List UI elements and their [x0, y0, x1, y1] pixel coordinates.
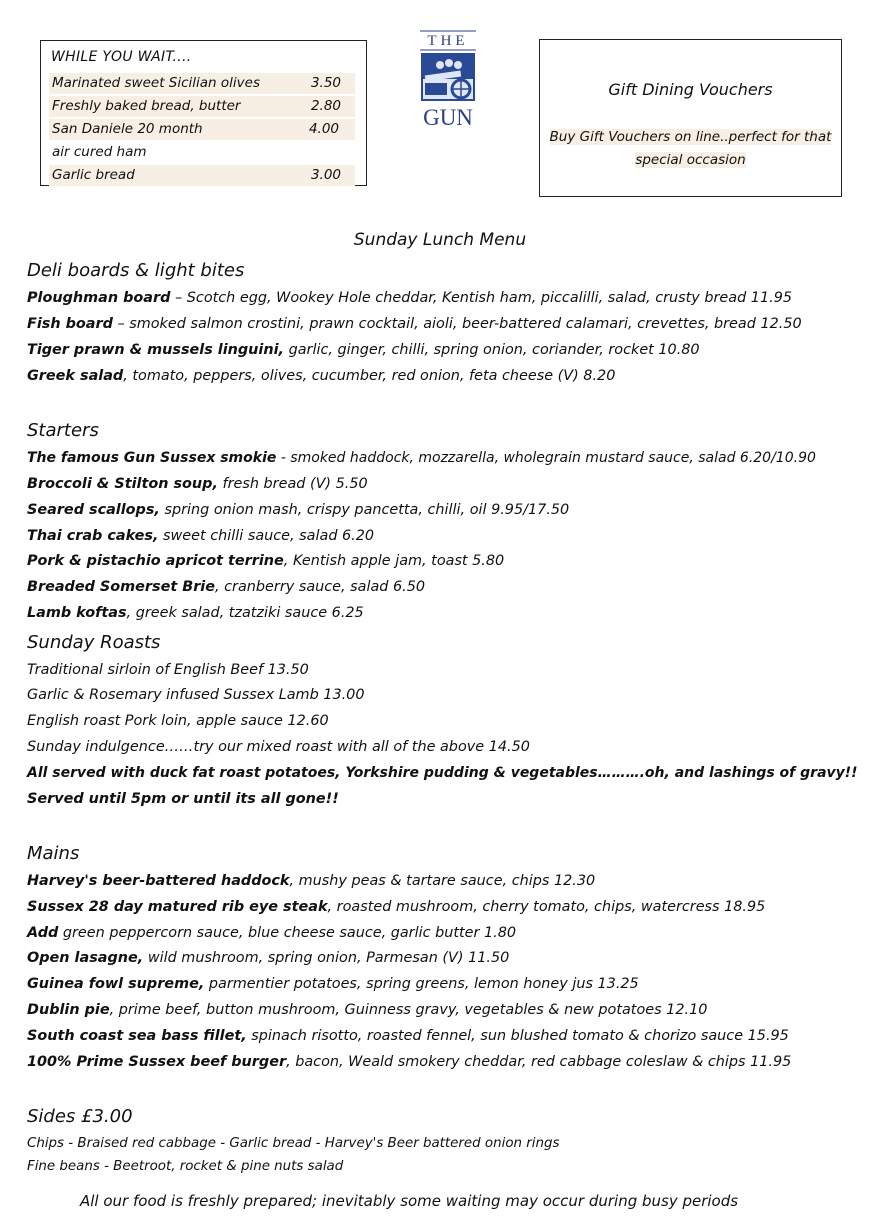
- roasts-heading: Sunday Roasts: [27, 632, 161, 653]
- item-name: Harvey's beer-battered haddock: [27, 873, 290, 889]
- wait-item-price: 3.00: [310, 167, 341, 183]
- item-desc: , Kentish apple jam, toast 5.80: [283, 553, 505, 569]
- wait-item: [49, 73, 355, 94]
- item-name: Pork & pistachio apricot terrine: [27, 553, 284, 569]
- logo-bottom-text: GUN: [423, 105, 473, 127]
- menu-item: [27, 950, 509, 966]
- item-name: Lamb koftas: [27, 605, 127, 621]
- roast-note: All served with duck fat roast potatoes, Yorkshire pudding & vegetables……….oh, and lashings of gravy!!: [27, 765, 858, 781]
- roast-item: Garlic & Rosemary infused Sussex Lamb 13.00: [27, 687, 365, 703]
- footer-note: All our food is freshly prepared; inevitably some waiting may occur during busy periods: [80, 1192, 739, 1210]
- roast-item: English roast Pork loin, apple sauce 12.60: [27, 713, 329, 729]
- while-you-wait-box: [40, 40, 367, 186]
- item-desc: parmentier potatoes, spring greens, lemon honey jus 13.25: [204, 976, 639, 992]
- menu-item: [27, 476, 368, 492]
- item-name: Broccoli & Stilton soup,: [27, 476, 218, 492]
- menu-item: [27, 605, 364, 621]
- item-desc: spring onion mash, crispy pancetta, chilli, oil 9.95/17.50: [159, 502, 570, 518]
- item-desc: – Scotch egg, Wookey Hole cheddar, Kentish ham, piccalilli, salad, crusty bread 11.95: [170, 290, 793, 306]
- wait-item-price: 2.80: [310, 98, 341, 114]
- wait-item-price: 4.00: [308, 121, 339, 137]
- menu-item: [27, 579, 425, 595]
- item-name: Open lasagne,: [27, 950, 144, 966]
- item-desc: – smoked salmon crostini, prawn cocktail, aioli, beer-battered calamari, crevettes, bread 12.50: [112, 316, 802, 332]
- voucher-text: [548, 126, 833, 172]
- menu-title: Sunday Lunch Menu: [353, 230, 527, 250]
- item-desc: spinach risotto, roasted fennel, sun blushed tomato & chorizo sauce 15.95: [246, 1028, 789, 1044]
- mains-heading: Mains: [27, 843, 80, 864]
- item-name: Tiger prawn & mussels linguini,: [27, 342, 285, 358]
- wait-item-name: Garlic bread: [52, 167, 135, 183]
- item-name: Breaded Somerset Brie: [27, 579, 215, 595]
- menu-item: [27, 290, 792, 306]
- item-name: 100% Prime Sussex beef burger: [27, 1054, 287, 1070]
- item-name: Thai crab cakes,: [27, 528, 159, 544]
- gift-voucher-box: [539, 39, 842, 197]
- menu-item: [27, 316, 802, 332]
- wait-item-name: Freshly baked bread, butter: [52, 98, 241, 114]
- item-desc: green peppercorn sauce, blue cheese sauce, garlic butter 1.80: [58, 925, 517, 941]
- sides-line: Fine beans - Beetroot, rocket & pine nuts salad: [27, 1159, 344, 1174]
- menu-item: [27, 342, 700, 358]
- voucher-line-2: special occasion: [635, 152, 746, 168]
- while-you-wait-title: WHILE YOU WAIT....: [51, 49, 192, 65]
- item-name: South coast sea bass fillet,: [27, 1028, 247, 1044]
- roast-item: Traditional sirloin of English Beef 13.50: [27, 662, 309, 678]
- starters-heading: Starters: [27, 420, 99, 441]
- item-desc: , prime beef, button mushroom, Guinness gravy, vegetables & new potatoes 12.10: [109, 1002, 708, 1018]
- the-gun-logo: [417, 29, 479, 127]
- logo-mark: [417, 29, 479, 127]
- wait-item-name: Marinated sweet Sicilian olives: [52, 75, 260, 91]
- item-desc: , bacon, Weald smokery cheddar, red cabbage coleslaw & chips 11.95: [286, 1054, 792, 1070]
- item-desc: , greek salad, tzatziki sauce 6.25: [126, 605, 364, 621]
- item-name: Dublin pie: [27, 1002, 110, 1018]
- menu-item: [27, 450, 816, 466]
- item-desc: wild mushroom, spring onion, Parmesan (V) 11.50: [143, 950, 510, 966]
- item-name: Seared scallops,: [27, 502, 160, 518]
- menu-item: [27, 1002, 707, 1018]
- wait-item: [49, 119, 355, 140]
- deli-heading: Deli boards & light bites: [27, 260, 245, 281]
- menu-item: [27, 502, 569, 518]
- item-name: Add: [27, 925, 59, 941]
- menu-item: [27, 368, 615, 384]
- menu-item: [27, 925, 516, 941]
- logo-top-text: THE: [427, 33, 469, 49]
- menu-item: [27, 1054, 791, 1070]
- item-name: Sussex 28 day matured rib eye steak: [27, 899, 328, 915]
- item-name: Greek salad: [27, 368, 124, 384]
- item-desc: , mushy peas & tartare sauce, chips 12.30: [289, 873, 596, 889]
- item-desc: - smoked haddock, mozzarella, wholegrain mustard sauce, salad 6.20/10.90: [276, 450, 816, 466]
- menu-item: [27, 899, 765, 915]
- item-name: Guinea fowl supreme,: [27, 976, 205, 992]
- sides-line: Chips - Braised red cabbage - Garlic bread - Harvey's Beer battered onion rings: [27, 1136, 560, 1151]
- item-desc: , tomato, peppers, olives, cucumber, red onion, feta cheese (V) 8.20: [123, 368, 616, 384]
- wait-item-price: 3.50: [310, 75, 341, 91]
- item-name: The famous Gun Sussex smokie: [27, 450, 277, 466]
- menu-item: [27, 553, 504, 569]
- voucher-line-1: Buy Gift Vouchers on line..perfect for that: [549, 129, 832, 145]
- item-name: Ploughman board: [27, 290, 171, 306]
- menu-item: [27, 976, 639, 992]
- item-desc: sweet chilli sauce, salad 6.20: [158, 528, 375, 544]
- roast-note: Served until 5pm or until its all gone!!: [27, 791, 339, 807]
- item-desc: fresh bread (V) 5.50: [217, 476, 368, 492]
- wait-item-name: air cured ham: [52, 144, 147, 160]
- menu-item: [27, 873, 595, 889]
- item-name: Fish board: [27, 316, 113, 332]
- voucher-title: Gift Dining Vouchers: [608, 80, 773, 99]
- wait-item-name: San Daniele 20 month: [52, 121, 203, 137]
- wait-item: [49, 96, 355, 117]
- menu-item: [27, 528, 374, 544]
- menu-item: [27, 1028, 789, 1044]
- roast-item: Sunday indulgence……try our mixed roast with all of the above 14.50: [27, 739, 530, 755]
- item-desc: garlic, ginger, chilli, spring onion, coriander, rocket 10.80: [284, 342, 700, 358]
- item-desc: , roasted mushroom, cherry tomato, chips, watercress 18.95: [327, 899, 766, 915]
- item-desc: , cranberry sauce, salad 6.50: [215, 579, 426, 595]
- wait-item: [49, 142, 355, 163]
- wait-item: [49, 165, 355, 186]
- sides-heading: Sides £3.00: [27, 1106, 133, 1127]
